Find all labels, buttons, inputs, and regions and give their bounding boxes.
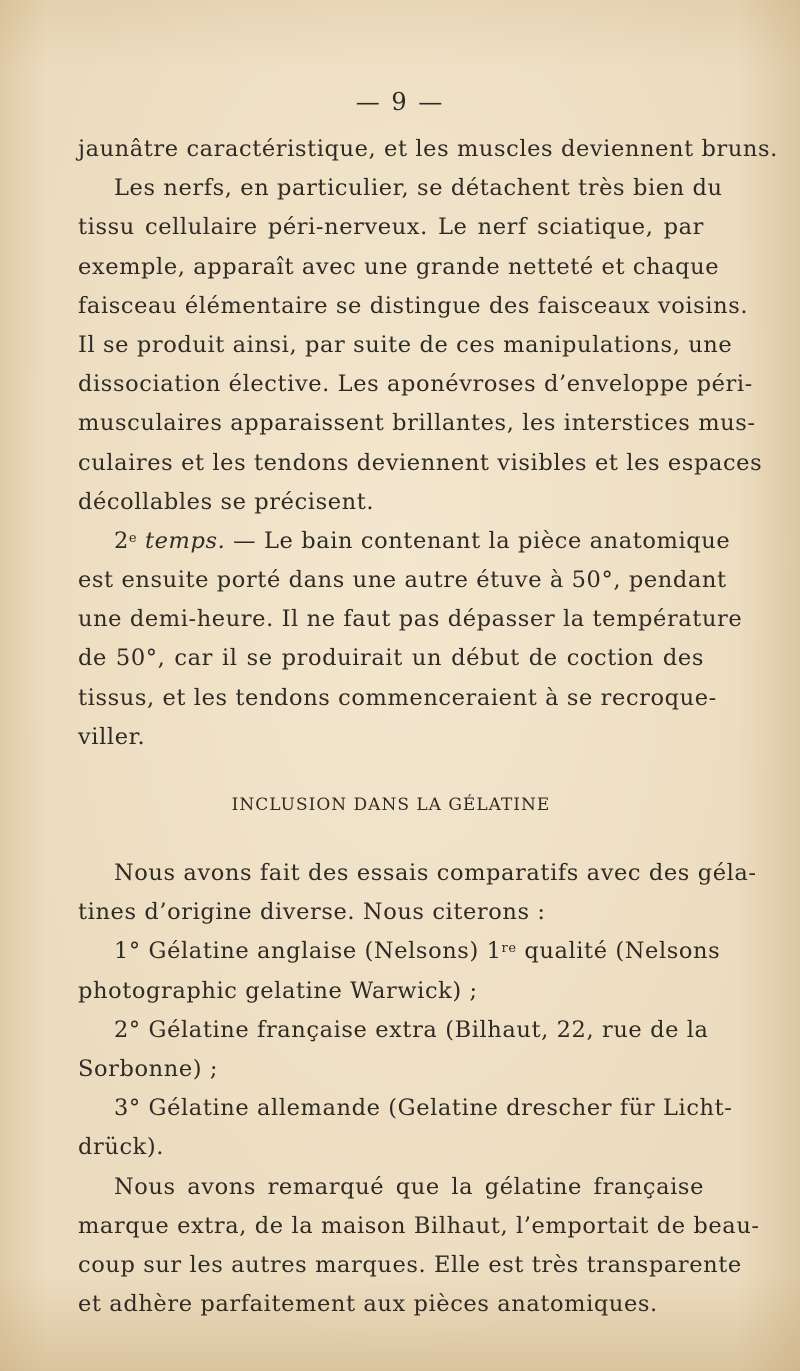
text-line: Les nerfs, en particulier, se détachent très bien du [114, 175, 723, 202]
text-line: photographic gelatine Warwick) ; [78, 977, 478, 1004]
temps-number: 2 [114, 527, 129, 554]
item-superscript: re [501, 941, 517, 957]
paragraph-2 [78, 522, 743, 757]
text-line: Il se produit ainsi, par suite de ces manipulations, une [78, 331, 733, 358]
text-line: 2° Gélatine française extra (Bilhaut, 22, rue de la [114, 1016, 709, 1043]
text-line: 3° Gélatine allemande (Gelatine drescher für Licht- [114, 1095, 733, 1122]
paragraph-3 [78, 854, 757, 932]
text-line: exemple, apparaît avec une grande netteté et chaque [78, 253, 720, 280]
temps-label: temps. [144, 527, 226, 554]
text-line: musculaires apparaissent brillantes, les interstices mus- [78, 410, 756, 437]
text-line: et adhère parfaitement aux pièces anatomiques. [78, 1291, 658, 1318]
text-line: jaunâtre caractéristique, et les muscles deviennent bruns. [78, 136, 778, 162]
text-line: Nous avons fait des essais comparatifs avec des géla- [114, 860, 757, 886]
text-line: drück). [78, 1134, 165, 1161]
text-line [78, 522, 731, 561]
text-line: décollables se précisent. [78, 488, 375, 515]
text-line: une demi-heure. Il ne faut pas dépasser la température [78, 606, 743, 633]
list-item-1 [78, 932, 721, 1010]
text-line: de 50°, car il se produirait un début de coction des [78, 645, 704, 672]
item-text: qualité (Nelsons [516, 938, 721, 965]
text-line: Nous avons remarqué que la gélatine française [114, 1173, 704, 1200]
text-line: culaires et les tendons deviennent visibles et les espaces [78, 449, 763, 476]
text-line: est ensuite porté dans une autre étuve à 50°, pendant [78, 567, 727, 594]
text-line: tissu cellulaire péri-nerveux. Le nerf sciatique, par [78, 214, 704, 241]
text-line: tines d’origine diverse. Nous citerons : [78, 899, 546, 926]
temps-superscript: e [128, 530, 138, 546]
item-text: 1° Gélatine anglaise (Nelsons) 1 [114, 938, 502, 965]
section-title: INCLUSION DANS LA GÉLATINE [231, 795, 551, 815]
paragraph-1 [78, 130, 778, 522]
text-line: marque extra, de la maison Bilhaut, l’emportait de beau- [78, 1212, 760, 1239]
text-line [78, 932, 721, 971]
paragraph-4 [78, 1168, 760, 1325]
text-line: dissociation élective. Les aponévroses d’enveloppe péri- [78, 371, 753, 398]
text-line: viller. [78, 723, 146, 750]
temps-text: — Le bain contenant la pièce anatomique [233, 527, 731, 554]
body-text [78, 130, 778, 1324]
text-line: faisceau élémentaire se distingue des faisceaux voisins. [78, 292, 749, 319]
text-line: tissus, et les tendons commenceraient à se recroque- [78, 684, 717, 711]
list-item-2 [78, 1011, 709, 1089]
text-line: Sorbonne) ; [78, 1055, 219, 1082]
text-line: coup sur les autres marques. Elle est très transparente [78, 1251, 742, 1278]
page-number: — 9 — [355, 88, 445, 116]
list-item-3 [78, 1089, 733, 1167]
